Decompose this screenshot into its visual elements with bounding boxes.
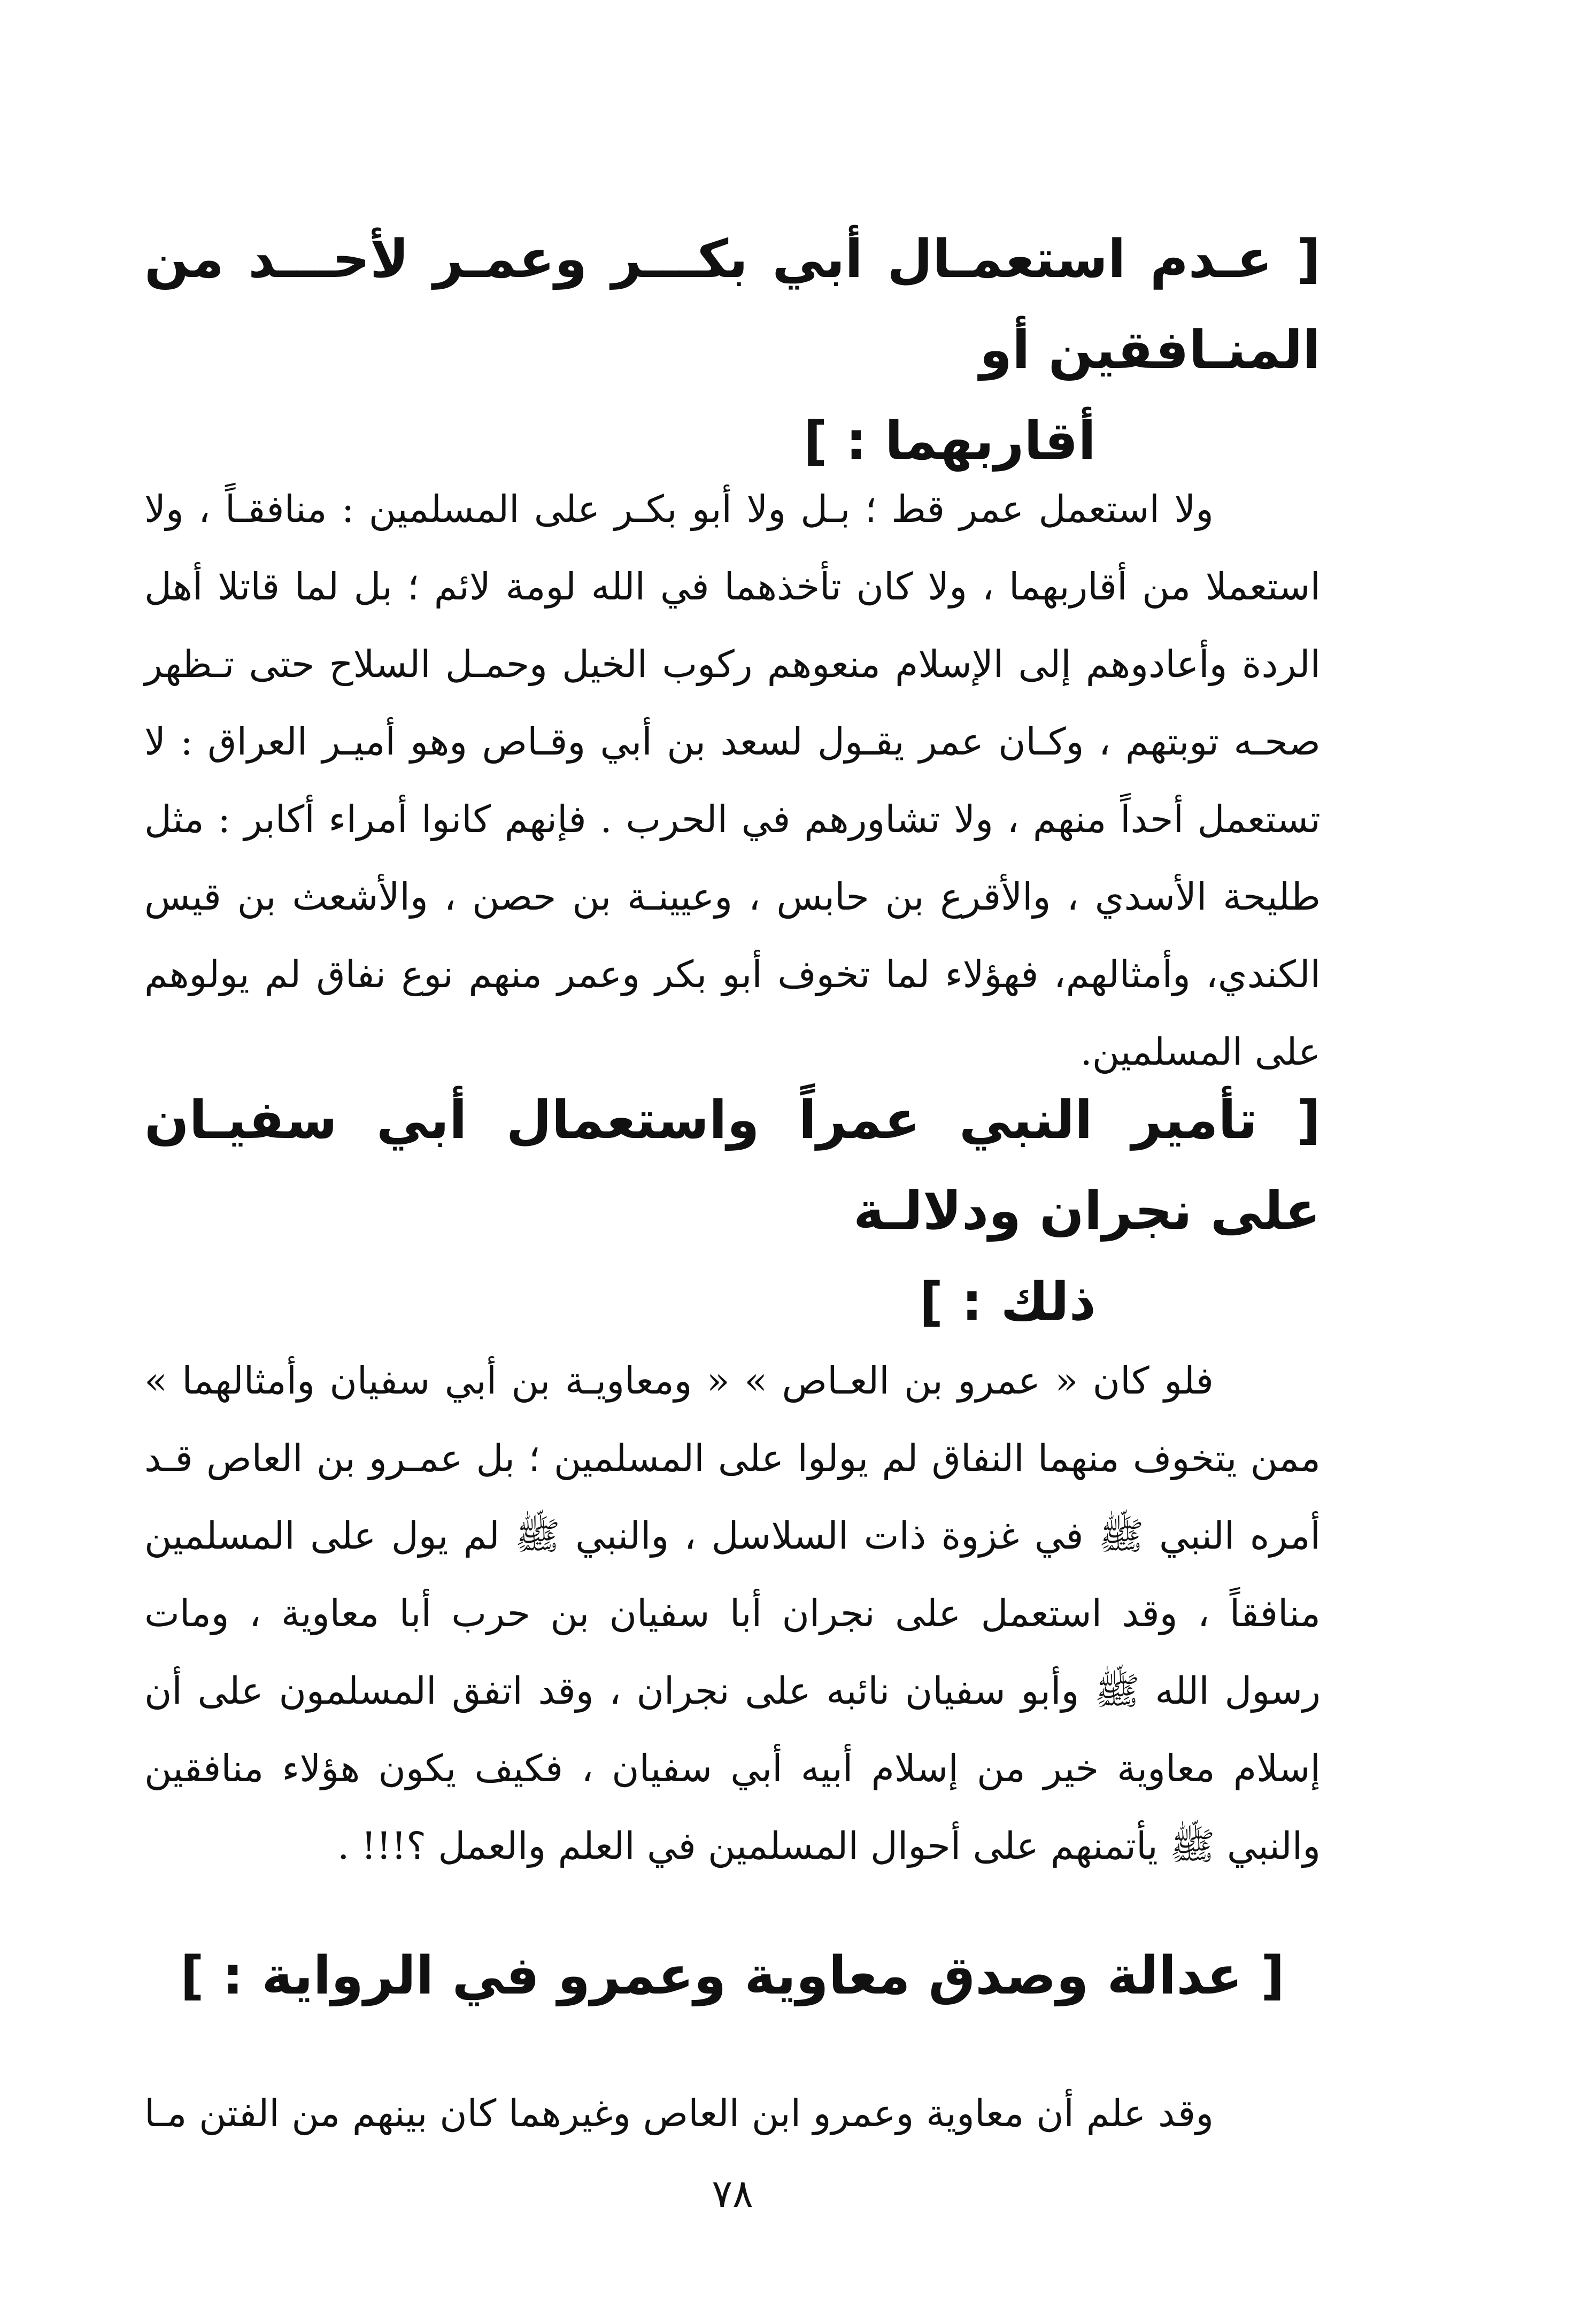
section-paragraph-3: وقد علم أن معاوية وعمرو ابن العاص وغيرهما كان بينهم من الفتن مـا (144, 2091, 1214, 2135)
book-page (144, 0, 1321, 2324)
section-heading-3 (144, 1930, 1321, 2021)
section-heading-2 (144, 1075, 1321, 1348)
section-heading-1-line2: أقاربهما : ] (803, 411, 1096, 472)
section-heading-3-line1: [ عدالة وصدق معاوية وعمرو في الرواية : ] (180, 1945, 1285, 2006)
section-heading-2-line1: [ تأمير النبي عمراً واستعمال أبي سفيـان على نجران ودلالـة (144, 1090, 1321, 1242)
section-heading-1-line1: [ عـدم استعمـال أبي بكـــر وعمـر لأحـــد من المنـافقين أو (144, 229, 1321, 381)
section-heading-2-line2: ذلك : ] (919, 1272, 1096, 1333)
section-heading-1 (144, 214, 1321, 487)
section-paragraph-2: فلو كان « عمرو بن العـاص » « ومعاويـة بن أبي سفيان وأمثالهما » ممن يتخوف منهما النفاق لم يولوا على المسلمين ؛ بل عمـرو بن العاص قـد أمره النبي ﷺ في غزوة ذات السلاسل ، والنبي ﷺ لم يول على المسلمين منافقاً ، وقد استعمل على نجران أبا سفيان بن حرب أبا معاوية ، ومات رسول الله ﷺ وأبو سفيان نائبه على نجران ، وقد اتفق المسلمون على أن إسلام معاوية خير من إسلام أبيه أبي سفيان ، فكيف يكون هؤلاء منافقين والنبي ﷺ يأتمنهم على أحوال المسلمين في العلم والعمل ؟!!! . (144, 1359, 1321, 1868)
page-number: ٧٨ (712, 2171, 753, 2216)
section-paragraph-1: ولا استعمل عمر قط ؛ بـل ولا أبو بكـر على المسلمين : منافقـاً ، ولا استعملا من أقاربهما ، ولا كان تأخذهما في الله لومة لائم ؛ بل لما قاتلا أهل الردة وأعادوهم إلى الإسلام منعوهم ركوب الخيل وحمـل السلاح حتى تـظهر صحـه توبتهم ، وكـان عمر يقـول لسعد بن أبي وقـاص وهو أميـر العراق : لا تستعمل أحداً منهم ، ولا تشاورهم في الحرب . فإنهم كانوا أمراء أكابر : مثل طليحة الأسدي ، والأقرع بن حابس ، وعيينـة بن حصن ، والأشعث بن قيس الكندي، وأمثالهم، فهؤلاء لما تخوف أبو بكر وعمر منهم نوع نفاق لم يولوهم على المسلمين. (144, 487, 1321, 1074)
